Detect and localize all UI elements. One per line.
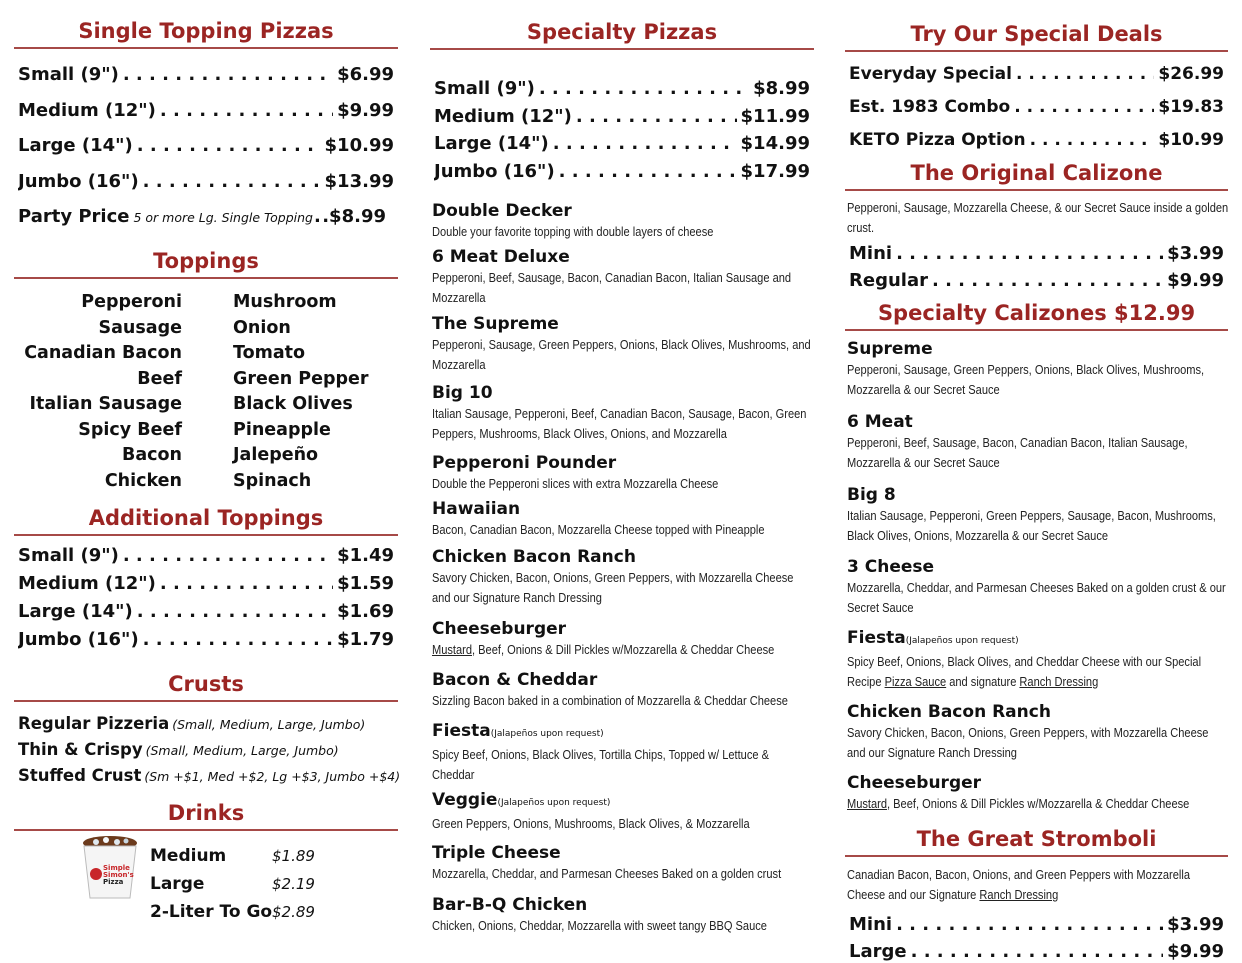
- topping-item: Green Pepper: [233, 368, 369, 389]
- specialty-hawaiian: Hawaiian Bacon, Canadian Bacon, Mozzarella Cheese topped with Pineapple: [432, 499, 765, 537]
- topping-item: Bacon: [121, 445, 182, 465]
- deal-everyday-special: Everyday Special . . . $26.99: [849, 63, 1224, 85]
- deal-keto-option: KETO Pizza Option . . . $10.99: [849, 129, 1224, 151]
- deal-est-1983-combo: Est. 1983 Combo . . . $19.83: [849, 96, 1224, 118]
- crust-thin: Thin & Crispy (Small, Medium, Large, Jumbo): [18, 740, 339, 759]
- topping-item: Chicken: [104, 470, 182, 491]
- specialty-size-large: Large (14") . . . $14.99: [434, 133, 810, 155]
- drink-2-liter: 2-Liter To Go$2.89: [150, 902, 315, 922]
- topping-item: Spicy Beef: [78, 419, 182, 440]
- calizone-6-meat: 6 Meat Pepperoni, Beef, Sausage, Bacon, Canadian Bacon, Italian Sausage, Mozzarella & our Secret Sauce: [847, 412, 1188, 470]
- calizone-3-cheese: 3 Cheese Mozzarella, Cheddar, and Parmesan Cheeses Baked on a golden crust & our Secret Sauce: [847, 557, 1226, 615]
- calizone-description: Pepperoni, Sausage, Mozzarella Cheese, & our Secret Sauce inside a golden crust.: [847, 200, 1229, 235]
- calizone-cheeseburger: Cheeseburger Mustard, Beef, Onions & Dill Pickles w/Mozzarella & Cheddar Cheese: [847, 773, 1190, 811]
- specialty-triple-cheese: Triple Cheese Mozzarella, Cheddar, and Parmesan Cheeses Baked on a golden crust: [432, 843, 782, 881]
- specialty-fiesta: Fiesta(Jalapeños upon request) Spicy Beef, Onions, Black Olives, Tortilla Chips, Topped w/ Lettuce & Cheddar: [432, 721, 770, 782]
- toppings-heading: Toppings: [14, 248, 398, 279]
- specialty-double-decker: Double Decker Double your favorite topping with double layers of cheese: [432, 201, 714, 239]
- specialty-size-jumbo: Jumbo (16") . . . $17.99: [434, 161, 810, 183]
- additional-size-medium: Medium (12") . . . $1.59: [18, 573, 394, 595]
- calizone-size-mini: Mini . . . $3.99: [849, 243, 1224, 265]
- topping-item: Pepperoni: [81, 292, 182, 312]
- single-size-jumbo: Jumbo (16") . . . $13.99: [18, 171, 394, 193]
- drink-large: Large $2.19: [150, 874, 315, 894]
- single-size-medium: Medium (12") . . . $9.99: [18, 100, 394, 122]
- additional-size-large: Large (14") . . . $1.69: [18, 601, 394, 623]
- svg-text:Pizza: Pizza: [103, 878, 124, 886]
- topping-item: Pineapple: [233, 419, 331, 440]
- topping-item: Tomato: [233, 343, 306, 363]
- crust-regular: Regular Pizzeria (Small, Medium, Large, Jumbo): [18, 714, 366, 733]
- drink-medium: Medium $1.89: [150, 846, 315, 866]
- specialty-veggie: Veggie(Jalapeños upon request) Green Peppers, Onions, Mushrooms, Black Olives, & Mozzarella: [432, 790, 750, 831]
- topping-item: Spinach: [233, 470, 312, 491]
- special-deals-heading: Try Our Special Deals: [845, 21, 1228, 52]
- drink-cup-icon: [80, 834, 140, 900]
- stromboli-description: Canadian Bacon, Bacon, Onions, and Green Peppers with Mozzarella Cheese and our Signature Ranch Dressing: [847, 867, 1190, 902]
- calizone-supreme: Supreme Pepperoni, Sausage, Green Peppers, Onions, Black Olives, Mushrooms, Mozzarella & our Secret Sauce: [847, 339, 1205, 397]
- topping-item: Black Olives: [233, 394, 353, 414]
- svg-text:Simon's: Simon's: [103, 871, 134, 879]
- specialty-size-medium: Medium (12") . . . $11.99: [434, 106, 810, 128]
- calizone-fiesta: Fiesta(Jalapeños upon request) Spicy Beef, Onions, Black Olives, and Cheddar Cheese with our Special Recipe Pizza Sauce and signature Ranch Dressing: [847, 628, 1202, 689]
- toppings-veggie-column: [233, 290, 369, 494]
- specialty-size-small: Small (9") . . . $8.99: [434, 78, 810, 100]
- topping-item: Jalepeño: [233, 445, 319, 465]
- specialty-pizzas-heading: Specialty Pizzas: [430, 19, 814, 50]
- calizone-chicken-bacon-ranch: Chicken Bacon Ranch Savory Chicken, Bacon, Onions, Green Peppers, with Mozzarella Cheese and our Signature Ranch Dressing: [847, 702, 1209, 760]
- single-topping-heading: Single Topping Pizzas: [14, 18, 398, 49]
- topping-item: Mushroom: [233, 292, 337, 312]
- crusts-heading: Crusts: [14, 671, 398, 702]
- stromboli-size-large: Large . . . $9.99: [849, 941, 1224, 963]
- topping-item: Beef: [137, 368, 182, 389]
- specialty-calizones-heading: Specialty Calizones $12.99: [845, 300, 1228, 331]
- topping-item: Canadian Bacon: [24, 343, 182, 363]
- specialty-bacon-cheddar: Bacon & Cheddar Sizzling Bacon baked in a combination of Mozzarella & Cheddar Cheese: [432, 670, 788, 708]
- topping-item: Onion: [233, 317, 291, 338]
- single-size-large: Large (14") . . . $10.99: [18, 135, 394, 157]
- additional-toppings-heading: Additional Toppings: [14, 505, 398, 536]
- specialty-6-meat-deluxe: 6 Meat Deluxe Pepperoni, Beef, Sausage, Bacon, Canadian Bacon, Italian Sausage and Mozzarella: [432, 247, 792, 305]
- specialty-chicken-bacon-ranch: Chicken Bacon Ranch Savory Chicken, Bacon, Onions, Green Peppers, with Mozzarella Cheese and our Signature Ranch Dressing: [432, 547, 794, 605]
- svg-text:Simple: Simple: [103, 864, 130, 872]
- specialty-pepperoni-pounder: Pepperoni Pounder Double the Pepperoni slices with extra Mozzarella Cheese: [432, 453, 719, 491]
- specialty-the-supreme: The Supreme Pepperoni, Sausage, Green Peppers, Onions, Black Olives, Mushrooms, and Mozzarella: [432, 314, 811, 372]
- calizone-size-regular: Regular . . . $9.99: [849, 270, 1224, 292]
- specialty-cheeseburger: Cheeseburger Mustard, Beef, Onions & Dill Pickles w/Mozzarella & Cheddar Cheese: [432, 619, 775, 657]
- stromboli-size-mini: Mini . . . $3.99: [849, 914, 1224, 936]
- topping-item: Italian Sausage: [29, 394, 182, 414]
- calizone-big-8: Big 8 Italian Sausage, Pepperoni, Green Peppers, Sausage, Bacon, Mushrooms, Black Olives, Onions, Mozzarella & our Secret Sauce: [847, 485, 1216, 543]
- specialty-big-10: Big 10 Italian Sausage, Pepperoni, Beef, Canadian Bacon, Sausage, Bacon, Green Peppers, Mushrooms, Black Olives, Onions, and Mozzarella: [432, 383, 807, 441]
- single-size-small: Small (9") . . . $6.99: [18, 64, 394, 86]
- topping-item: Sausage: [98, 317, 182, 338]
- additional-size-jumbo: Jumbo (16") . . . $1.79: [18, 629, 394, 651]
- crust-stuffed: Stuffed Crust (Sm +$1, Med +$2, Lg +$3, Jumbo +$4): [18, 766, 401, 785]
- stromboli-heading: The Great Stromboli: [845, 826, 1228, 857]
- party-price: Party Price 5 or more Lg. Single Topping . . . .$8.99: [18, 206, 386, 229]
- drinks-heading: Drinks: [14, 800, 398, 831]
- specialty-bbq-chicken: Bar-B-Q Chicken Chicken, Onions, Cheddar, Mozzarella with sweet tangy BBQ Sauce: [432, 895, 767, 933]
- additional-size-small: Small (9") . . . $1.49: [18, 545, 394, 567]
- original-calizone-heading: The Original Calizone: [845, 160, 1228, 191]
- toppings-meat-column: [24, 290, 182, 494]
